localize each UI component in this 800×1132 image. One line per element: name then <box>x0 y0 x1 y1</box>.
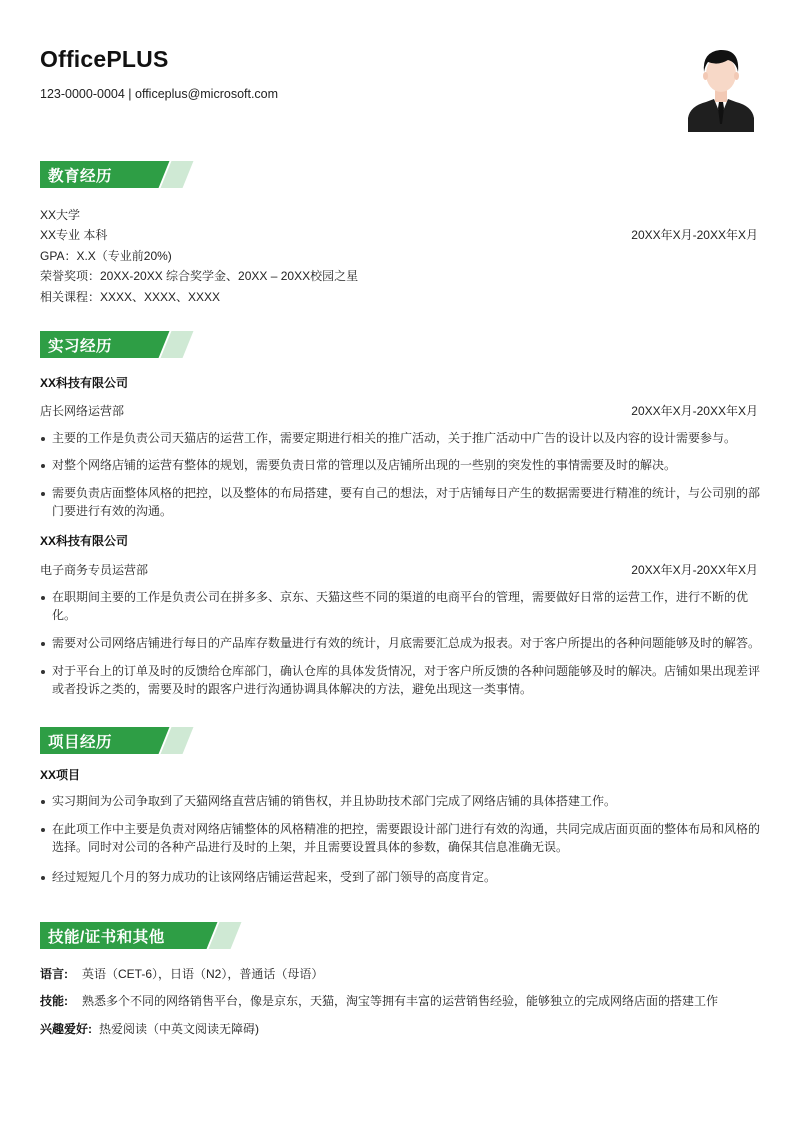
job-role: 电子商务专员运营部 <box>40 563 149 577</box>
section-header-skills: 技能/证书和其他 <box>40 922 230 949</box>
contact-info: 123-0000-0004 | officeplus@microsoft.com <box>40 87 279 101</box>
skill-skills: 技能: 熟悉多个不同的网络销售平台，像是京东，天猫，淘宝等拥有丰富的运营销售经验，能够独立的完成网络店面的搭建工作 <box>40 994 719 1008</box>
job-role: 店长网络运营部 <box>40 404 125 418</box>
list-item: 对于平台上的订单及时的反馈给仓库部门，确认仓库的具体发货情况，对于客户所反馈的各种问题能够及时的解决。店铺如果出现差评或者投诉之类的，需要及时的跟客户进行沟通协调具体解决的方法，避免出现这一类事情。 <box>40 663 760 698</box>
list-item: 对整个网络店铺的运营有整体的规划，需要负责日常的管理以及店铺所出现的一些别的突发性的事情需要及时的解决。 <box>40 457 760 475</box>
major-degree: XX专业 本科 <box>40 228 108 242</box>
list-item: 在此项工作中主要是负责对网络店铺整体的风格精准的把控，需要跟设计部门进行有效的沟通，共同完成店面页面的整体布局和风格的选择。同时对公司的各种产品进行及时的上架，并且需要设置具体的参数，确保其信息准确无误。 <box>40 821 760 856</box>
job-date: 20XX年X月-20XX年X月 <box>631 404 758 418</box>
section-header-internship: 实习经历 <box>40 331 230 358</box>
list-item: 在职期间主要的工作是负责公司在拼多多、京东、天猫这些不同的渠道的电商平台的管理，需要做好日常的运营工作，进行不断的优化。 <box>40 589 760 624</box>
list-item: 经过短短几个月的努力成功的让该网络店铺运营起来，受到了部门领导的高度肯定。 <box>40 869 760 887</box>
job-date: 20XX年X月-20XX年X月 <box>631 563 758 577</box>
section-header-project: 项目经历 <box>40 727 230 754</box>
project-name: XX项目 <box>40 768 81 782</box>
company-name: XX科技有限公司 <box>40 376 129 390</box>
avatar-photo <box>688 46 754 132</box>
skill-hobbies: 兴趣爱好: 热爱阅读（中英文阅读无障碍) <box>40 1022 259 1036</box>
list-item: 需要负责店面整体风格的把控，以及整体的布局搭建，要有自己的想法，对于店铺每日产生的数据需要进行精准的统计，与公司别的部门要进行有效的沟通。 <box>40 485 760 520</box>
resume-name: OfficePLUS <box>40 46 169 72</box>
courses: 相关课程：XXXX、XXXX、XXXX <box>40 290 221 304</box>
list-item: 主要的工作是负责公司天猫店的运营工作，需要定期进行相关的推广活动，关于推广活动中广告的设计以及内容的设计需要参与。 <box>40 430 760 448</box>
school-name: XX大学 <box>40 208 81 222</box>
list-item: 需要对公司网络店铺进行每日的产品库存数量进行有效的统计，月底需要汇总成为报表。对于客户所提出的各种问题能够及时的解答。 <box>40 635 760 653</box>
list-item: 实习期间为公司争取到了天猫网络直营店铺的销售权，并且协助技术部门完成了网络店铺的具体搭建工作。 <box>40 793 760 811</box>
company-name: XX科技有限公司 <box>40 534 129 548</box>
skill-language: 语言: 英语（CET-6），日语（N2），普通话（母语） <box>40 967 324 981</box>
honors: 荣誉奖项：20XX-20XX 综合奖学金、20XX – 20XX校园之星 <box>40 269 359 283</box>
section-header-education: 教育经历 <box>40 161 230 188</box>
education-date: 20XX年X月-20XX年X月 <box>631 228 758 242</box>
gpa: GPA：X.X（专业前20%) <box>40 249 172 263</box>
